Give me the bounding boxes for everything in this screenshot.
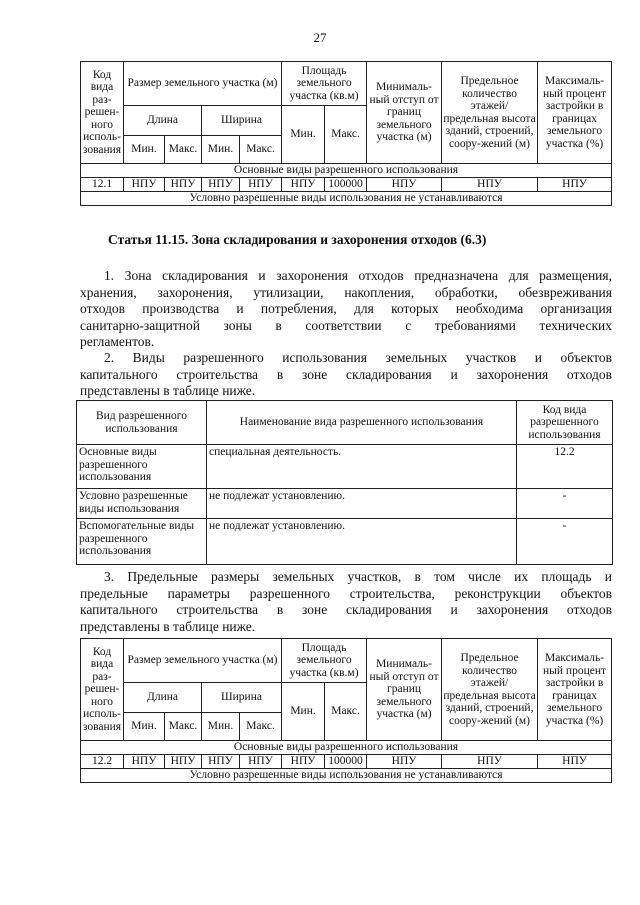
cell: НПУ xyxy=(367,178,442,192)
basic-uses-row: Основные виды разрешенного использования xyxy=(81,741,612,755)
header-area: Площадь земельного участка (кв.м) xyxy=(282,62,367,106)
header-width: Ширина xyxy=(202,106,282,136)
header-use-code: Код вида разрешенного использования xyxy=(517,401,613,445)
header-width-min: Мин. xyxy=(202,136,240,164)
header-length: Длина xyxy=(124,683,202,713)
cell: НПУ xyxy=(165,178,202,192)
text-line: капитального строительства в зоне складирования и захоронения отходов xyxy=(80,366,612,382)
text-line: регламентов. xyxy=(80,334,155,349)
header-length-min: Мин. xyxy=(124,136,165,164)
cell: 100000 xyxy=(325,178,367,192)
permitted-uses-table xyxy=(76,400,613,565)
header-width-max: Макс. xyxy=(240,136,282,164)
table-row xyxy=(77,489,613,519)
text-line: хранения, захоронения, утилизации, накопления, обработки, обезвреживания xyxy=(80,284,612,300)
header-width: Ширина xyxy=(202,683,282,713)
header-code: Код вида раз-решен-ного исполь-зования xyxy=(81,62,124,164)
header-length-max: Макс. xyxy=(165,713,202,741)
cell-use-code: 12.2 xyxy=(517,445,613,489)
header-floors: Предельное количество этажей/ предельная высота зданий, строений, соору-жений (м) xyxy=(442,62,538,164)
cell: НПУ xyxy=(538,755,612,769)
article-heading: Статья 11.15. Зона складирования и захоронения отходов (6.3) xyxy=(108,232,487,247)
text-line: капитального строительства в зоне складирования и захоронения отходов xyxy=(80,602,612,617)
header-code: Код вида раз-решен-ного исполь-зования xyxy=(81,639,124,741)
header-width-max: Макс. xyxy=(240,713,282,741)
header-area-max: Макс. xyxy=(325,106,367,164)
cell: НПУ xyxy=(282,178,325,192)
header-area-min: Мин. xyxy=(282,683,325,741)
cell-use-name: специальная деятельность. xyxy=(207,445,517,489)
text-line: отходов производства и потребления, для которых необходима организация xyxy=(80,301,612,316)
text-line: 3. Предельные размеры земельных участков, в том числе их площадь и xyxy=(104,569,612,584)
header-length: Длина xyxy=(124,106,202,136)
cell-use-code: - xyxy=(517,519,613,565)
paragraph-2 xyxy=(80,350,612,400)
cell: НПУ xyxy=(442,755,538,769)
text-line: 1. Зона складирования и захоронения отходов предназначена для размещения, xyxy=(104,268,612,283)
cell-use-name: не подлежат установлению. xyxy=(207,519,517,565)
text-line: предельные параметры разрешенного строительства, реконструкции объектов xyxy=(80,585,612,601)
table-row xyxy=(81,755,612,769)
conditional-uses-row: Условно разрешенные виды использования не устанавливаются xyxy=(81,192,612,206)
cell: 100000 xyxy=(325,755,367,769)
paragraph-1 xyxy=(80,268,612,351)
cell: НПУ xyxy=(240,178,282,192)
header-length-max: Макс. xyxy=(165,136,202,164)
cell: НПУ xyxy=(202,178,240,192)
header-coverage: Максималь-ный процент застройки в границах земельного участка (%) xyxy=(538,62,612,164)
paragraph-3 xyxy=(80,569,612,635)
table-row xyxy=(81,178,612,192)
cell-use-name: не подлежат установлению. xyxy=(207,489,517,519)
table-row xyxy=(77,519,613,565)
header-width-min: Мин. xyxy=(202,713,240,741)
page-number: 27 xyxy=(313,30,327,45)
header-setback: Минималь-ный отступ от границ земельного участка (м) xyxy=(367,639,442,741)
cell: НПУ xyxy=(367,755,442,769)
table-row xyxy=(77,445,613,489)
cell: НПУ xyxy=(124,755,165,769)
cell-code: 12.1 xyxy=(81,178,124,192)
header-area-min: Мин. xyxy=(282,106,325,164)
header-coverage: Максималь-ный процент застройки в границах земельного участка (%) xyxy=(538,639,612,741)
parameters-table-2 xyxy=(80,638,612,783)
header-setback: Минималь-ный отступ от границ земельного участка (м) xyxy=(367,62,442,164)
conditional-uses-row: Условно разрешенные виды использования не устанавливаются xyxy=(81,769,612,783)
header-area: Площадь земельного участка (кв.м) xyxy=(282,639,367,683)
header-use-type: Вид разрешенного использования xyxy=(77,401,207,445)
parameters-table-1 xyxy=(80,61,612,206)
cell-use-type: Условно разрешенные виды использования xyxy=(77,489,207,519)
header-use-name: Наименование вида разрешенного использования xyxy=(207,401,517,445)
cell: НПУ xyxy=(165,755,202,769)
text-line: 2. Виды разрешенного использования земельных участков и объектов xyxy=(104,350,612,365)
cell: НПУ xyxy=(240,755,282,769)
text-line: представлены в таблице ниже. xyxy=(80,618,256,634)
cell-code: 12.2 xyxy=(81,755,124,769)
cell: НПУ xyxy=(538,178,612,192)
header-length-min: Мин. xyxy=(124,713,165,741)
cell: НПУ xyxy=(124,178,165,192)
text-line: санитарно-защитной зоны в соответствии с требованиями технических xyxy=(80,317,612,333)
cell: НПУ xyxy=(282,755,325,769)
header-size: Размер земельного участка (м) xyxy=(124,62,282,106)
text-line: представлены в таблице ниже. xyxy=(80,383,256,398)
cell: НПУ xyxy=(202,755,240,769)
basic-uses-row: Основные виды разрешенного использования xyxy=(81,164,612,178)
cell: НПУ xyxy=(442,178,538,192)
cell-use-type: Основные виды разрешенного использования xyxy=(77,445,207,489)
header-size: Размер земельного участка (м) xyxy=(124,639,282,683)
cell-use-type: Вспомогательные виды разрешенного использования xyxy=(77,519,207,565)
header-area-max: Макс. xyxy=(325,683,367,741)
header-floors: Предельное количество этажей/ предельная высота зданий, строений, соору-жений (м) xyxy=(442,639,538,741)
cell-use-code: - xyxy=(517,489,613,519)
